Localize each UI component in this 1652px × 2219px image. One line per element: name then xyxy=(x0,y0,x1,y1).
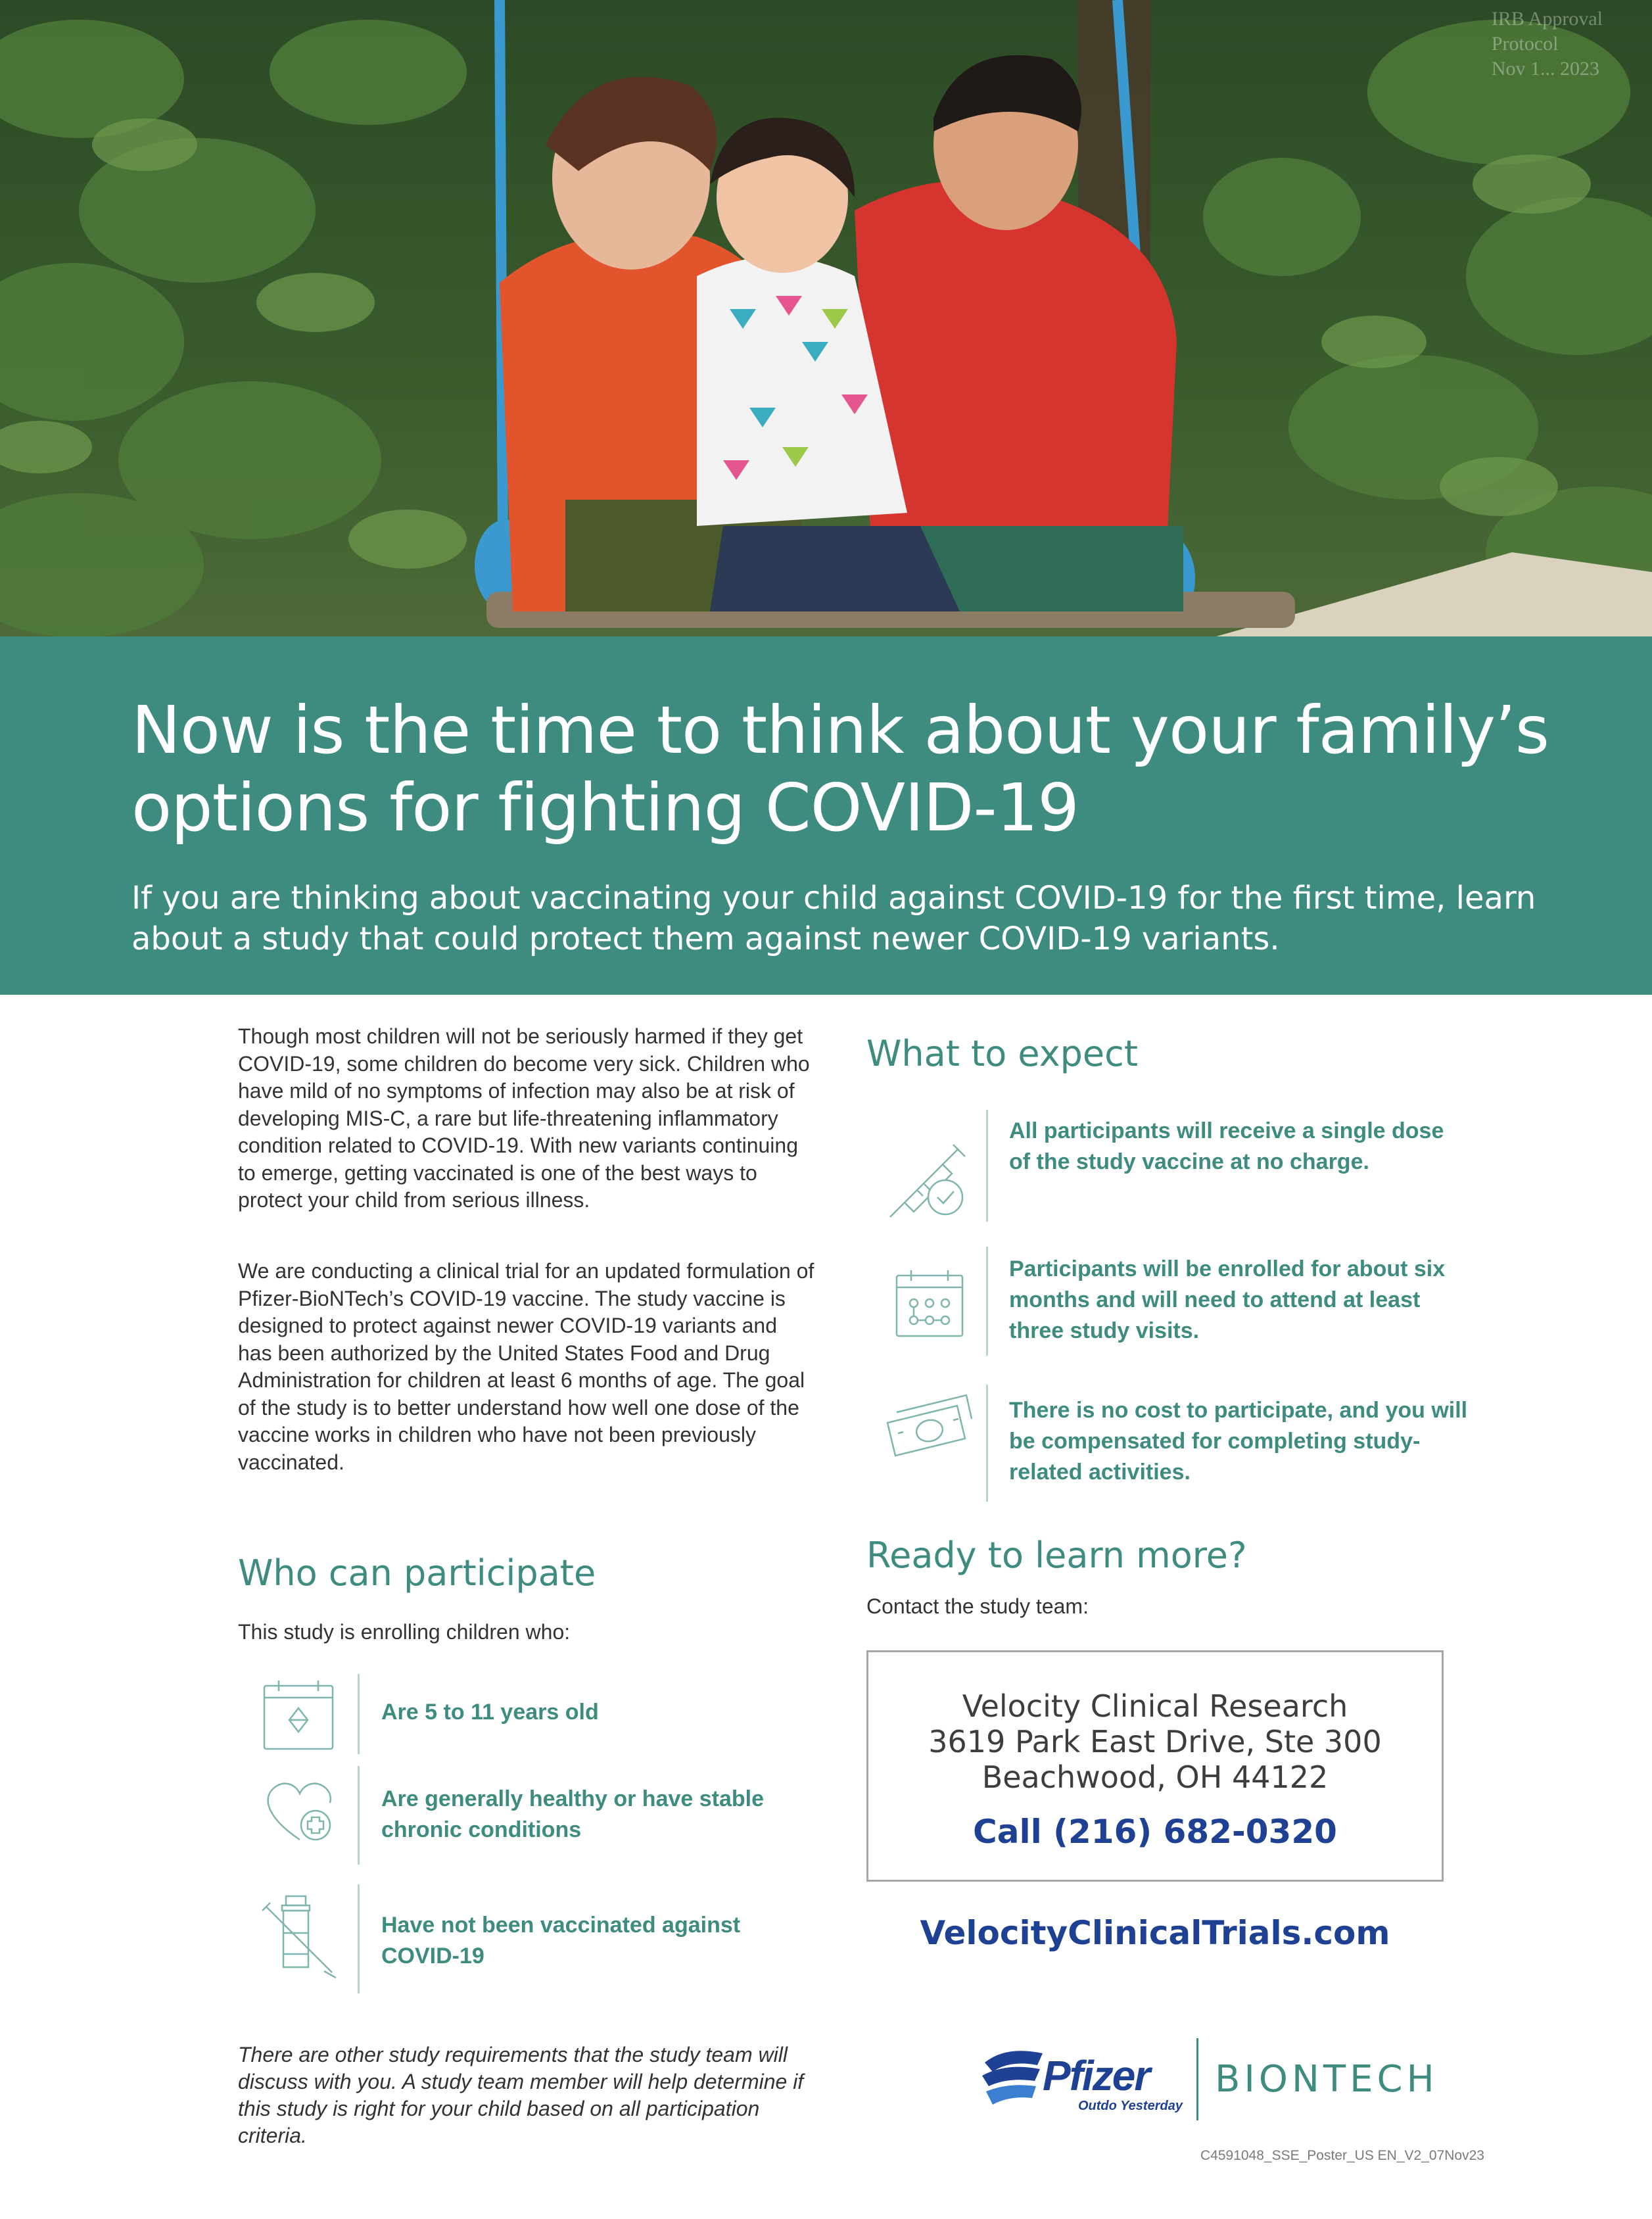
hero-photo xyxy=(0,0,1652,636)
expect-text: There is no cost to participate, and you will be compensated for completing study-related activities. xyxy=(1009,1398,1468,1485)
pfizer-logo-icon xyxy=(979,2043,1045,2112)
biontech-logo: BIONTECH xyxy=(1215,2058,1438,2101)
pfizer-tagline: Outdo Yesterday xyxy=(1078,2099,1183,2113)
what-to-expect-title: What to expect xyxy=(866,1033,1139,1074)
subheadline: If you are thinking about vaccinating your child against COVID-19 for the first time, learn about a study that could protect them against newer COVID-19 variants. xyxy=(131,880,1536,957)
divider xyxy=(986,1247,988,1356)
expect-text: All participants will receive a single dose of the study vaccine at no charge. xyxy=(1009,1118,1444,1174)
divider xyxy=(358,1674,360,1754)
money-icon xyxy=(885,1393,974,1458)
heart-health-icon xyxy=(262,1779,338,1845)
divider xyxy=(986,1385,988,1502)
site-name: Velocity Clinical Research xyxy=(962,1688,1348,1724)
enrollment-intro: This study is enrolling children who: xyxy=(238,1620,571,1644)
expect-text: Participants will be enrolled for about six months and will need to attend at least three study visits. xyxy=(1009,1256,1446,1343)
vial-syringe-icon xyxy=(260,1894,339,1979)
pfizer-logo: Pfizer xyxy=(1043,2052,1150,2099)
site-address: 3619 Park East Drive, Ste 300 xyxy=(928,1724,1382,1759)
intro-paragraph: Though most children will not be seriously harmed if they get COVID-19, some children do become very sick. Children who have mild of no symptoms of infection may also be at risk of developing MIS-C, a rare but life-threatening inflammatory condition related to COVID-19. With new variants continuing to emerge, getting vaccinated is one of the best ways to protect your child from serious illness. xyxy=(238,1024,810,1212)
divider xyxy=(358,1884,360,1993)
website-link[interactable]: VelocityClinicalTrials.com xyxy=(920,1914,1390,1952)
irb-approval-stamp xyxy=(1492,7,1603,82)
intro-paragraph: We are conducting a clinical trial for an updated formulation of Pfizer-BioNTech’s COVID-19 vaccine. The study vaccine is designed to protect against newer COVID-19 variants and has been authorized by the United States Food and Drug Administration for children at least 6 months of age. The goal of the study is to better understand how well one dose of the vaccine works in children who have not been previously vaccinated. xyxy=(238,1259,814,1474)
contact-intro: Contact the study team: xyxy=(866,1594,1089,1618)
divider xyxy=(358,1766,360,1865)
who-can-participate-title: Who can participate xyxy=(238,1552,596,1594)
sponsor-logos xyxy=(979,2035,1459,2124)
irb-line: IRB Approval xyxy=(1491,8,1603,30)
contact-box xyxy=(866,1650,1444,1882)
criteria-text: Are 5 to 11 years old xyxy=(381,1700,599,1725)
logo-divider xyxy=(1196,2038,1198,2120)
calendar-visits-icon xyxy=(894,1269,965,1339)
document-code: C4591048_SSE_Poster_US EN_V2_07Nov23 xyxy=(1200,2148,1484,2163)
irb-line: Protocol xyxy=(1491,33,1559,55)
site-city: Beachwood, OH 44122 xyxy=(981,1759,1329,1795)
divider xyxy=(986,1110,988,1222)
ready-to-learn-more-title: Ready to learn more? xyxy=(866,1535,1247,1576)
criteria-text: Have not been vaccinated against COVID-19 xyxy=(381,1913,741,1968)
headline: Now is the time to think about your family’s options for fighting COVID-19 xyxy=(131,692,1549,846)
phone-number[interactable]: Call (216) 682-0320 xyxy=(973,1813,1337,1851)
disclaimer: There are other study requirements that the study team will discuss with you. A study team member will help determine if this study is right for your child based on all participation criteria. xyxy=(238,2043,804,2147)
irb-line: Nov 1... 2023 xyxy=(1491,58,1599,80)
criteria-text: Are generally healthy or have stable chronic conditions xyxy=(381,1786,765,1842)
syringe-check-icon xyxy=(887,1141,973,1220)
calendar-age-icon xyxy=(262,1678,335,1752)
